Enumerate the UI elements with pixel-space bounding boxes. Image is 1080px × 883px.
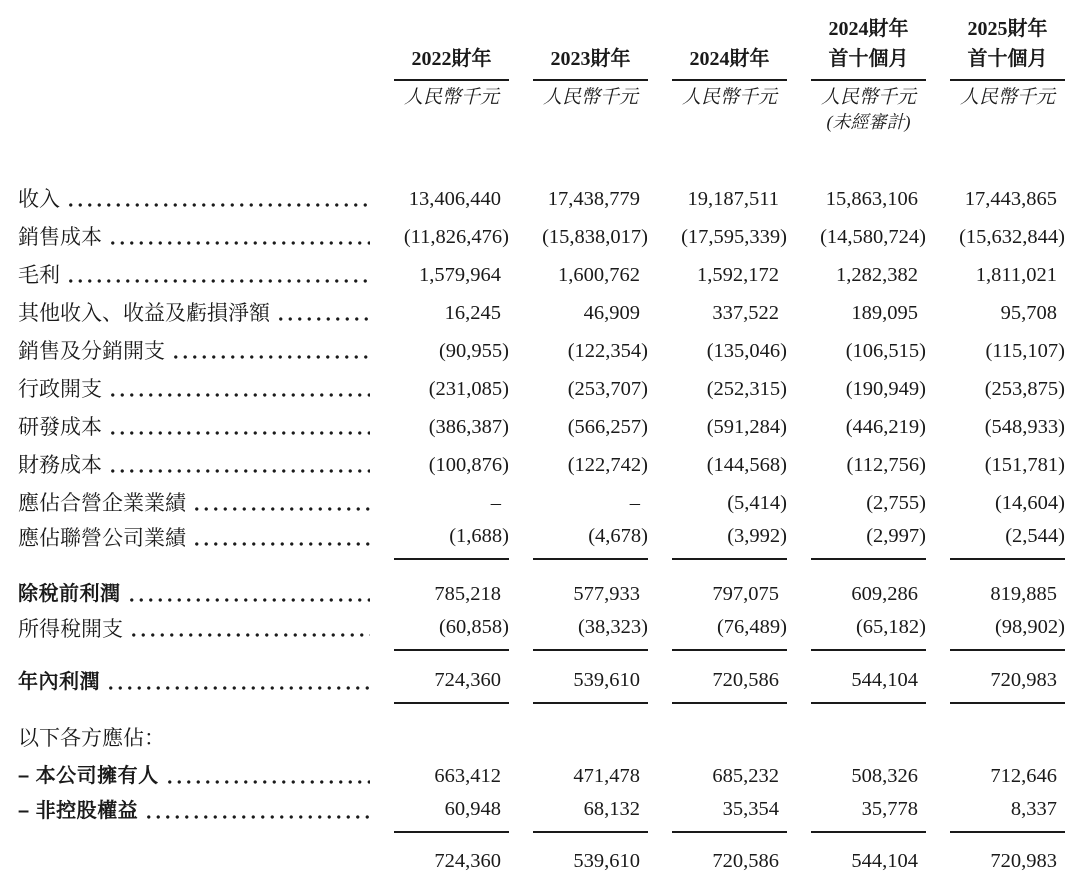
table-row [18, 218, 1065, 256]
row-value: (135,046) [706, 340, 787, 362]
column-period [811, 10, 926, 74]
column-unit: 人民幣千元 [681, 87, 777, 108]
row-value: 17,438,779 [547, 188, 640, 210]
column-period-line: 2024財年 [828, 18, 909, 40]
dot-leader [66, 194, 370, 212]
row-label: 銷售成本 [18, 225, 102, 249]
row-value: 189,095 [851, 302, 918, 324]
dot-leader [66, 270, 370, 288]
column-period-line: 首十個月 [828, 48, 909, 70]
row-value: 539,610 [533, 848, 648, 883]
row-label: – 本公司擁有人 [18, 765, 159, 787]
dot-leader [106, 677, 370, 695]
dot-leader [192, 498, 370, 516]
column-unit: 人民幣千元 [959, 87, 1055, 108]
row-value: (5,414) [727, 492, 787, 514]
row-value: (2,997) [811, 523, 926, 560]
row-value: 539,610 [533, 667, 648, 704]
row-label-cell [18, 338, 370, 370]
dot-leader [165, 771, 370, 789]
row-label: 所得稅開支 [18, 617, 123, 641]
dot-leader [129, 624, 370, 642]
table-row [18, 719, 1065, 757]
row-value: (15,632,844) [959, 226, 1065, 248]
row-value: (112,756) [846, 454, 926, 476]
row-value: 1,579,964 [419, 264, 501, 286]
column-header [533, 10, 648, 134]
table-row [18, 522, 1065, 560]
row-label-cell [18, 725, 370, 757]
column-header [811, 10, 926, 134]
dot-leader [192, 533, 370, 551]
dot-leader [108, 460, 370, 478]
row-value: (115,107) [985, 340, 1065, 362]
row-value: (90,955) [438, 340, 509, 362]
row-value: (98,902) [950, 614, 1065, 651]
row-value: (386,387) [428, 416, 509, 438]
row-value: 720,586 [672, 848, 787, 883]
dot-leader [108, 422, 370, 440]
row-value: 35,778 [811, 796, 926, 833]
row-value: 720,983 [950, 848, 1065, 883]
table-row [18, 575, 1065, 613]
row-value: (253,875) [984, 378, 1065, 400]
row-value: 819,885 [990, 583, 1057, 605]
row-value: (591,284) [706, 416, 787, 438]
table-row [18, 180, 1065, 218]
table-row [18, 757, 1065, 795]
row-value: (60,858) [394, 614, 509, 651]
row-value: 685,232 [712, 765, 779, 787]
table-row [18, 795, 1065, 833]
row-label: 財務成本 [18, 453, 102, 477]
row-label-cell [18, 616, 370, 651]
row-label: 銷售及分銷開支 [18, 339, 165, 363]
column-unit: 人民幣千元 [542, 87, 638, 108]
row-value: 720,983 [950, 667, 1065, 704]
dot-leader [171, 346, 370, 364]
row-label-cell [18, 300, 370, 332]
row-label-cell [18, 414, 370, 446]
row-value: (14,604) [994, 492, 1065, 514]
row-value: (3,992) [672, 523, 787, 560]
table-row [18, 370, 1065, 408]
row-label-cell [18, 763, 370, 795]
row-value: (231,085) [428, 378, 509, 400]
row-value: 19,187,511 [687, 188, 779, 210]
row-label-cell [18, 224, 370, 256]
row-value: (122,742) [567, 454, 648, 476]
table-row [18, 256, 1065, 294]
row-value: – [629, 492, 640, 514]
row-label: 年內利潤 [18, 671, 100, 693]
row-value: 508,326 [851, 765, 918, 787]
row-value: 16,245 [444, 302, 501, 324]
dot-leader [108, 232, 370, 250]
table-row [18, 666, 1065, 704]
row-label-cell [18, 186, 370, 218]
dot-leader [108, 384, 370, 402]
table-row [18, 332, 1065, 370]
row-value: 1,592,172 [697, 264, 779, 286]
row-label: 應佔聯營公司業績 [18, 526, 186, 550]
row-label: 其他收入、收益及虧損淨額 [18, 301, 270, 325]
row-value: 663,412 [434, 765, 501, 787]
row-value: 46,909 [583, 302, 640, 324]
row-label-cell [18, 525, 370, 560]
table-header [18, 10, 1065, 134]
row-value: 785,218 [434, 583, 501, 605]
row-value: (548,933) [984, 416, 1065, 438]
column-period-line: 2022財年 [411, 48, 492, 70]
header-underline [394, 79, 509, 81]
row-value: 15,863,106 [825, 188, 918, 210]
row-value: 1,600,762 [558, 264, 640, 286]
row-value: (76,489) [672, 614, 787, 651]
row-value: (252,315) [706, 378, 787, 400]
row-label: 研發成本 [18, 415, 102, 439]
row-value: (17,595,339) [681, 226, 787, 248]
table-row [18, 613, 1065, 651]
column-period [533, 10, 648, 74]
row-label: 行政開支 [18, 377, 102, 401]
row-value: 724,360 [394, 848, 509, 883]
row-label-cell [18, 581, 370, 613]
row-value: 17,443,865 [964, 188, 1057, 210]
row-label: 除稅前利潤 [18, 583, 121, 605]
row-label: – 非控股權益 [18, 800, 139, 822]
row-value: (65,182) [811, 614, 926, 651]
row-value: 13,406,440 [408, 188, 501, 210]
dot-leader [276, 308, 370, 326]
row-value: 1,811,021 [975, 264, 1057, 286]
row-value: 712,646 [990, 765, 1057, 787]
column-unit: 人民幣千元 [820, 87, 916, 108]
row-value: (1,688) [394, 523, 509, 560]
column-header [672, 10, 787, 134]
row-value: 8,337 [950, 796, 1065, 833]
table-row [18, 408, 1065, 446]
header-underline [672, 79, 787, 81]
row-value: 95,708 [1000, 302, 1057, 324]
row-value: 337,522 [712, 302, 779, 324]
row-value: 1,282,382 [836, 264, 918, 286]
column-period [672, 10, 787, 74]
row-value: 720,586 [672, 667, 787, 704]
row-value: 609,286 [851, 583, 918, 605]
row-value: (144,568) [706, 454, 787, 476]
row-value: (15,838,017) [542, 226, 648, 248]
row-value: (2,755) [866, 492, 926, 514]
row-value: 35,354 [672, 796, 787, 833]
row-value: 724,360 [394, 667, 509, 704]
row-value: (11,826,476) [403, 226, 509, 248]
column-period [394, 10, 509, 74]
row-label-cell [18, 262, 370, 294]
row-label: 應佔合營企業業績 [18, 491, 186, 515]
table-row [18, 446, 1065, 484]
row-value: 544,104 [811, 667, 926, 704]
header-underline [950, 79, 1065, 81]
row-value: 797,075 [712, 583, 779, 605]
column-unit: 人民幣千元 [403, 87, 499, 108]
column-period [950, 10, 1065, 74]
row-label-cell [18, 490, 370, 522]
row-value: (106,515) [845, 340, 926, 362]
row-value: (100,876) [428, 454, 509, 476]
dot-leader [127, 589, 371, 607]
row-value: – [490, 492, 501, 514]
row-value: 577,933 [573, 583, 640, 605]
row-label: 收入 [18, 187, 60, 211]
table-row [18, 294, 1065, 332]
dot-leader [144, 806, 370, 824]
row-value: 544,104 [811, 848, 926, 883]
row-label-cell [18, 376, 370, 408]
header-label-spacer [18, 10, 370, 134]
column-note: (未經審計) [826, 112, 911, 132]
row-value: 471,478 [573, 765, 640, 787]
table-row [18, 484, 1065, 522]
row-label: 毛利 [18, 263, 60, 287]
table-body [18, 180, 1065, 883]
column-header [950, 10, 1065, 134]
header-underline [533, 79, 648, 81]
row-value: (151,781) [984, 454, 1065, 476]
row-value: (4,678) [533, 523, 648, 560]
row-label-cell [18, 669, 370, 704]
row-value: (14,580,724) [820, 226, 926, 248]
row-value: (122,354) [567, 340, 648, 362]
column-period-line: 2023財年 [550, 48, 631, 70]
row-value: (253,707) [567, 378, 648, 400]
header-underline [811, 79, 926, 81]
row-label: 以下各方應佔： [18, 726, 165, 750]
column-period-line: 首十個月 [967, 48, 1048, 70]
row-value: (446,219) [845, 416, 926, 438]
column-header [394, 10, 509, 134]
row-label-cell [18, 798, 370, 833]
row-value: (190,949) [845, 378, 926, 400]
table-row [18, 848, 1065, 883]
row-value: 60,948 [394, 796, 509, 833]
row-value: 68,132 [533, 796, 648, 833]
column-period-line: 2025財年 [967, 18, 1048, 40]
row-value: (2,544) [950, 523, 1065, 560]
column-period-line: 2024財年 [689, 48, 770, 70]
row-label-cell [18, 452, 370, 484]
row-value: (566,257) [567, 416, 648, 438]
row-label-cell [18, 879, 370, 883]
row-value: (38,323) [533, 614, 648, 651]
